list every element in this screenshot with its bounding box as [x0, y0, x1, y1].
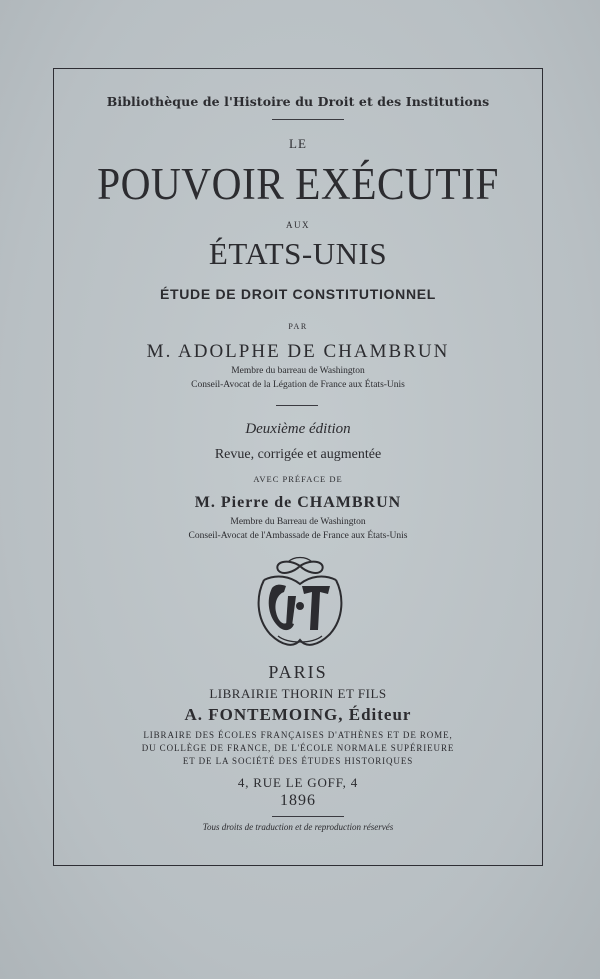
preface-affiliation-line: Conseil-Avocat de l'Ambassade de France aux États-Unis — [188, 531, 408, 541]
bookshop-description-line: ET DE LA SOCIÉTÉ DES ÉTUDES HISTORIQUES — [182, 756, 414, 766]
by-label: PAR — [288, 322, 308, 331]
author-name: M. ADOLPHE DE CHAMBRUN — [146, 341, 450, 362]
title-connector: AUX — [286, 220, 310, 230]
bookshop-name: LIBRAIRIE THORIN ET FILS — [209, 686, 387, 701]
preface-label: AVEC PRÉFACE DE — [253, 474, 343, 484]
divider — [272, 816, 344, 817]
author-affiliation-line: Membre du barreau de Washington — [231, 366, 365, 376]
edition-label: Deuxième édition — [245, 421, 351, 437]
bookshop-description-line: LIBRAIRE DES ÉCOLES FRANÇAISES D'ATHÈNES ET DE ROME, — [143, 730, 453, 740]
bookshop-description-line: DU COLLÈGE DE FRANCE, DE L'ÉCOLE NORMALE SUPÉRIEURE — [141, 743, 455, 753]
preface-affiliation-line: Membre du Barreau de Washington — [230, 517, 366, 527]
preface-author: M. Pierre de CHAMBRUN — [194, 494, 402, 511]
main-title: POUVOIR EXÉCUTIF — [97, 159, 499, 209]
title-article: LE — [289, 136, 307, 151]
subtitle: ÉTUDE DE DROIT CONSTITUTIONNEL — [159, 286, 437, 302]
series-title: Bibliothèque de l'Histoire du Droit et des Institutions — [106, 94, 490, 109]
publication-year: 1896 — [280, 792, 316, 809]
divider — [272, 119, 344, 120]
publisher-address: 4, RUE LE GOFF, 4 — [237, 775, 359, 790]
author-affiliation-line: Conseil-Avocat de la Légation de France aux États-Unis — [191, 380, 405, 390]
publisher-name: A. FONTEMOING, Éditeur — [184, 705, 412, 724]
rights-notice: Tous droits de traduction et de reproduction réservés — [202, 822, 394, 832]
imprint-city: PARIS — [268, 662, 328, 682]
divider — [276, 405, 318, 406]
title-place: ÉTATS-UNIS — [208, 236, 388, 271]
publisher-monogram-emblem — [248, 556, 352, 652]
revision-note: Revue, corrigée et augmentée — [214, 447, 382, 462]
